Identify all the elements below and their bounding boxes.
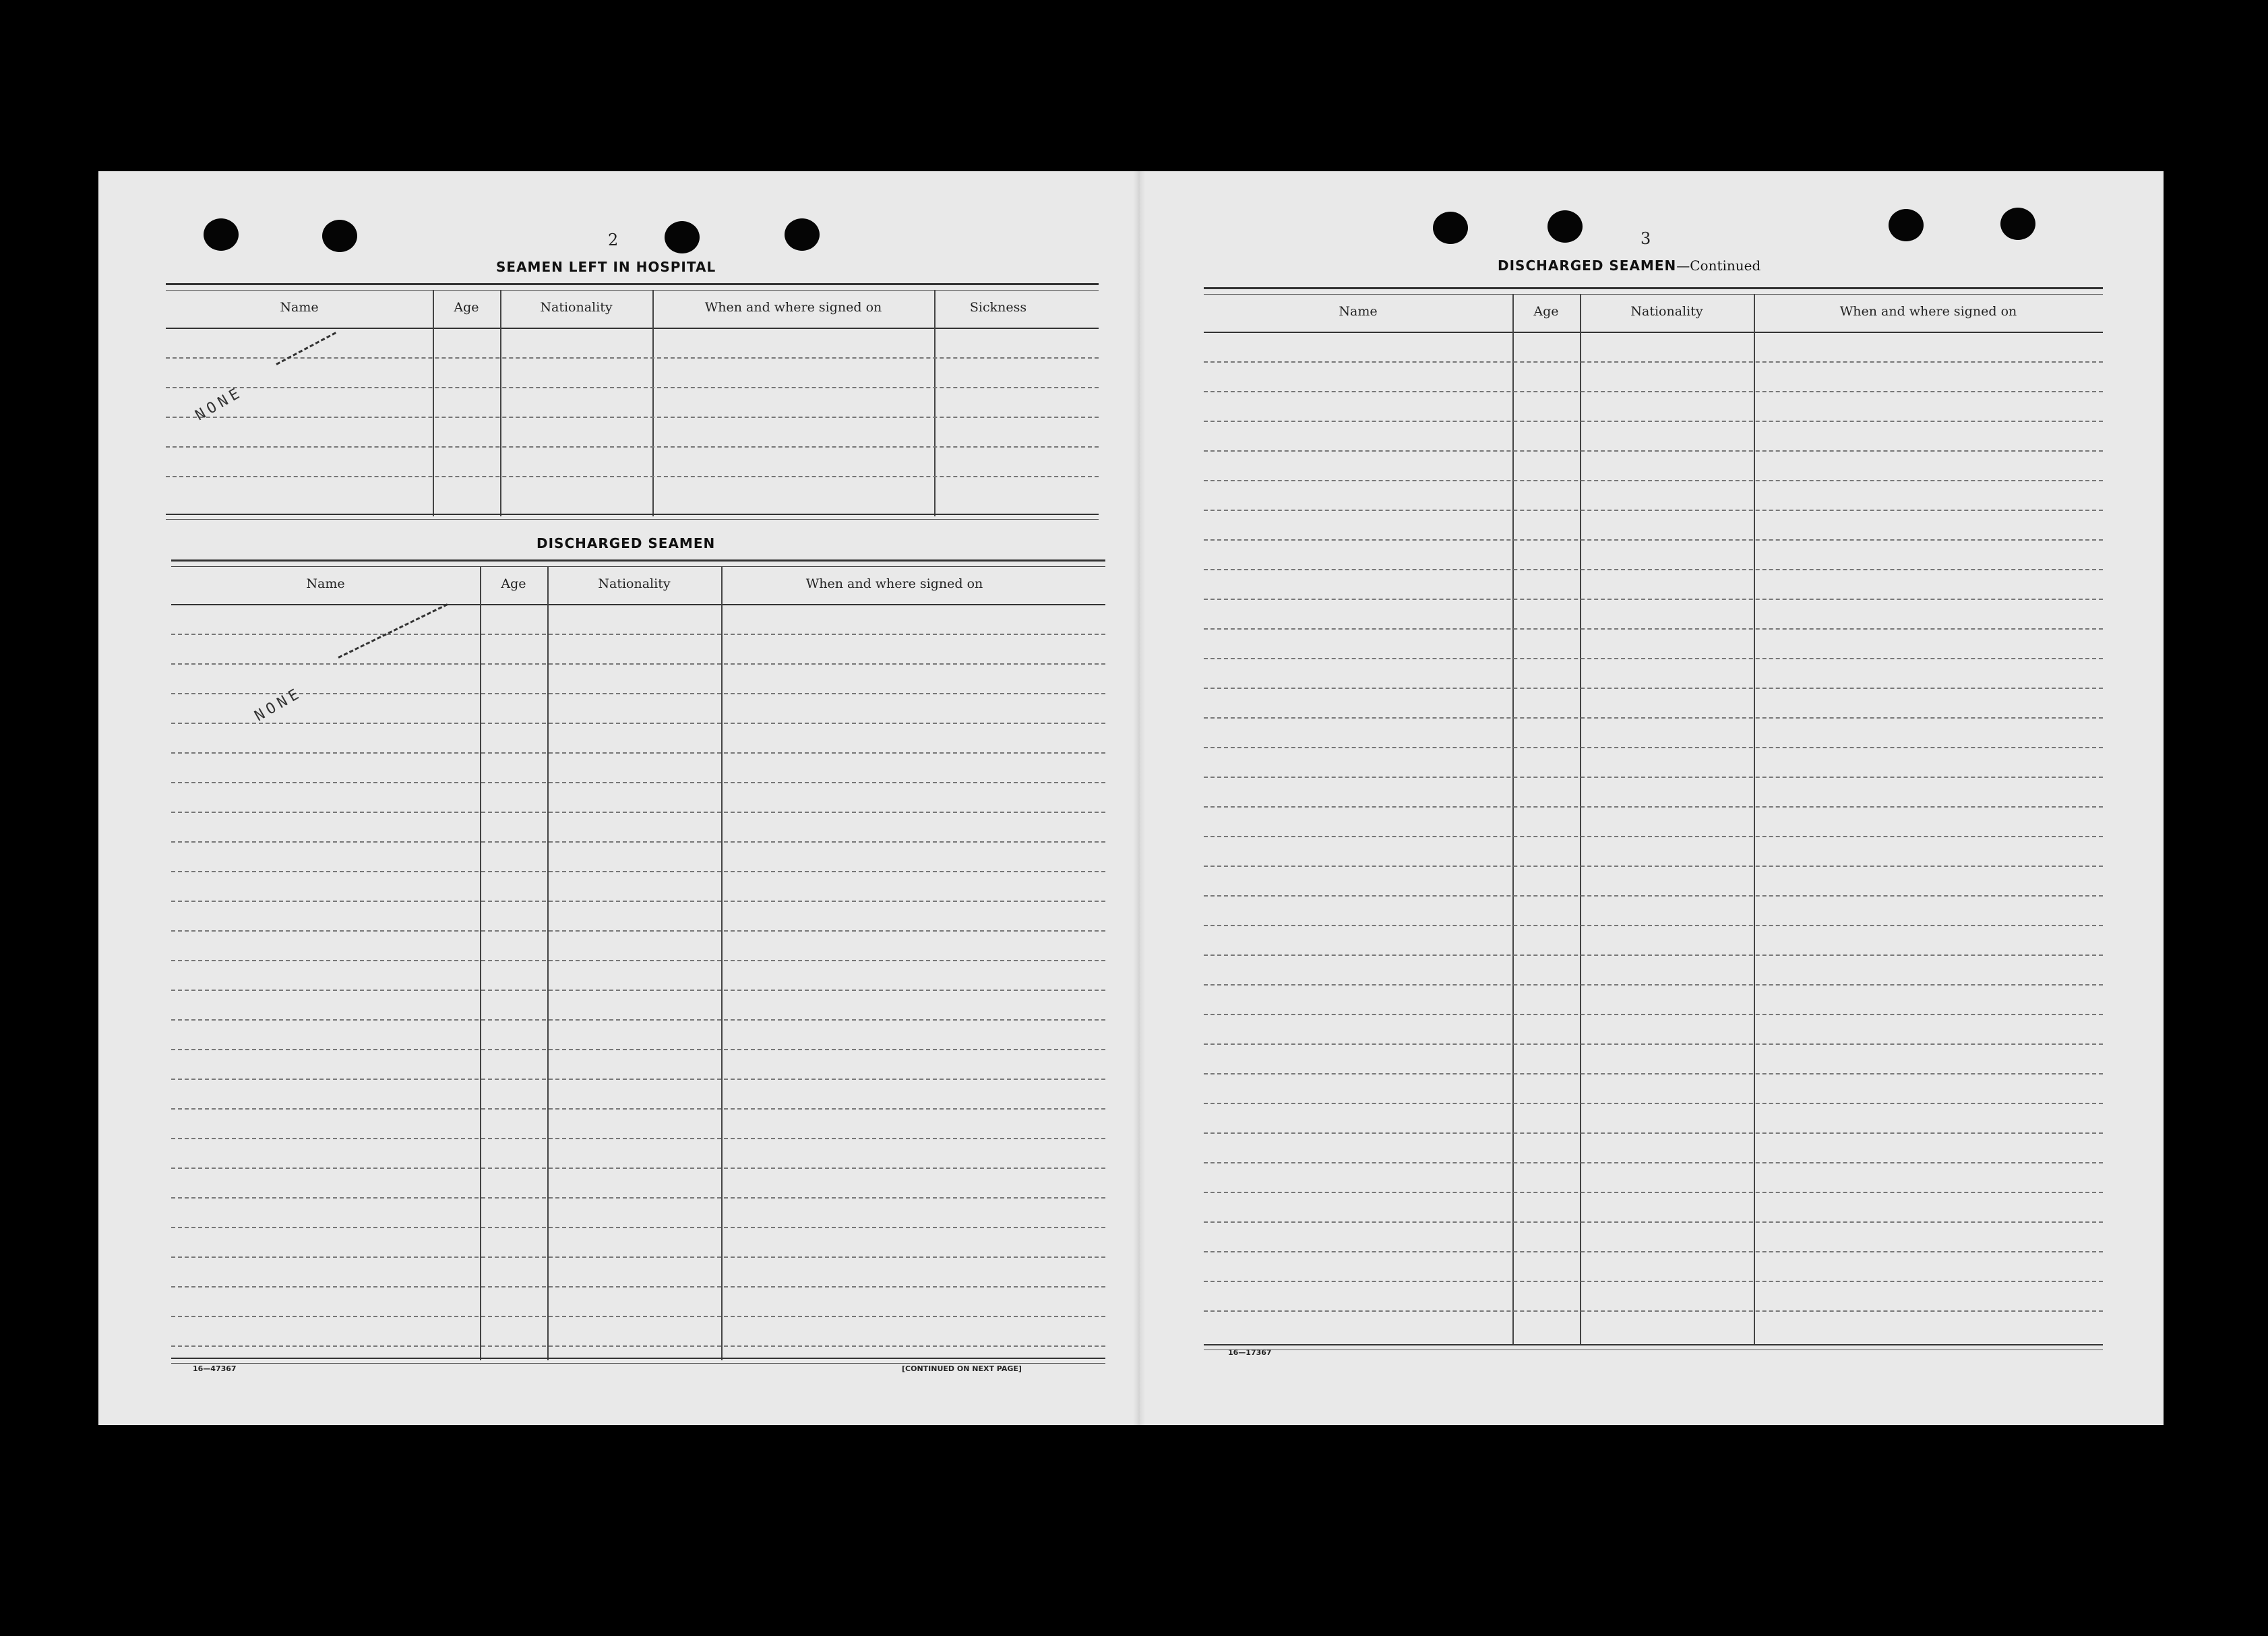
table-row-line xyxy=(171,1316,1105,1317)
hospital-table xyxy=(166,283,1099,524)
table-row-line xyxy=(171,723,1105,724)
table-row-line xyxy=(1204,480,2103,481)
table-row-line xyxy=(1204,1043,2103,1045)
table-row-line xyxy=(171,782,1105,783)
table-row-line xyxy=(1204,1251,2103,1252)
table-row-line xyxy=(1204,569,2103,570)
table-row-line xyxy=(1204,1281,2103,1282)
table-header xyxy=(166,290,1099,329)
table-row-line xyxy=(1204,895,2103,897)
table-row-line xyxy=(1204,836,2103,837)
table-row-line xyxy=(171,1079,1105,1080)
table-row-line xyxy=(171,693,1105,694)
table-row-line xyxy=(1204,1073,2103,1074)
column-divider xyxy=(652,290,654,516)
table-row-line xyxy=(166,387,1099,388)
none-stamp: NONE xyxy=(192,384,246,425)
column-header-name: Name xyxy=(306,576,345,591)
table-row-line xyxy=(1204,1162,2103,1163)
column-divider xyxy=(1580,294,1581,1345)
table-row-line xyxy=(171,1286,1105,1287)
column-divider xyxy=(1754,294,1755,1345)
punch-hole xyxy=(1433,212,1468,244)
column-divider xyxy=(547,566,549,1360)
punch-hole xyxy=(322,220,357,252)
table-row-line xyxy=(1204,1014,2103,1015)
table-row-line xyxy=(1204,361,2103,363)
column-divider xyxy=(1512,294,1514,1345)
table-row-line xyxy=(1204,984,2103,986)
punch-hole xyxy=(1889,209,1924,241)
table-row-line xyxy=(171,812,1105,813)
table-row-line xyxy=(171,871,1105,872)
column-header-nationality: Nationality xyxy=(1630,304,1703,319)
table-row-line xyxy=(171,1019,1105,1021)
table-row-line xyxy=(166,476,1099,477)
column-divider xyxy=(433,290,434,516)
table-row-line xyxy=(1204,1310,2103,1312)
column-divider xyxy=(934,290,936,516)
column-divider xyxy=(480,566,481,1360)
table-row-line xyxy=(1204,925,2103,926)
table-row-line xyxy=(166,446,1099,448)
table-row-line xyxy=(1204,1221,2103,1223)
table-row-line xyxy=(1204,1192,2103,1193)
table-bottom-rule xyxy=(1204,1344,2103,1350)
discharged-table-left xyxy=(171,559,1105,1368)
column-header-age: Age xyxy=(1533,304,1559,319)
table-row-line xyxy=(1204,747,2103,748)
column-header-nationality: Nationality xyxy=(598,576,671,591)
column-divider xyxy=(500,290,501,516)
document-sheet xyxy=(98,171,2164,1425)
table-row-line xyxy=(171,634,1105,635)
table-row-line xyxy=(171,960,1105,961)
punch-hole xyxy=(204,218,239,251)
table-row-line xyxy=(171,1227,1105,1228)
table-row-line xyxy=(171,901,1105,902)
table-row-line xyxy=(1204,450,2103,452)
punch-hole xyxy=(1547,210,1583,243)
table-row-line xyxy=(171,1108,1105,1110)
discharged-continued-title xyxy=(1498,257,1760,274)
table-row-line xyxy=(1204,421,2103,422)
form-number-right: 16—17367 xyxy=(1228,1348,1272,1357)
table-row-line xyxy=(1204,1103,2103,1104)
table-row-line xyxy=(171,1049,1105,1050)
table-row-line xyxy=(171,841,1105,843)
table-row-line xyxy=(1204,391,2103,392)
table-header xyxy=(171,566,1105,605)
table-row-line xyxy=(171,663,1105,665)
table-row-line xyxy=(1204,510,2103,511)
column-header-signed-on: When and where signed on xyxy=(805,576,983,591)
table-row-line xyxy=(1204,806,2103,808)
punch-hole xyxy=(2000,208,2035,240)
table-row-line xyxy=(171,1345,1105,1347)
table-row-line xyxy=(1204,539,2103,541)
column-header-name: Name xyxy=(1339,304,1378,319)
table-row-line xyxy=(166,357,1099,359)
section-title-continued: —Continued xyxy=(1676,257,1761,274)
column-header-nationality: Nationality xyxy=(540,300,613,315)
table-row-line xyxy=(1204,688,2103,689)
punch-hole xyxy=(785,218,820,251)
page-number-right: 3 xyxy=(1641,229,1651,248)
column-divider xyxy=(721,566,723,1360)
table-row-line xyxy=(1204,777,2103,778)
discharged-table-right xyxy=(1204,287,2103,1386)
discharged-section-title: DISCHARGED SEAMEN xyxy=(537,535,716,551)
table-row-line xyxy=(166,417,1099,418)
table-row-line xyxy=(1204,717,2103,719)
form-number-left: 16—47367 xyxy=(193,1364,237,1373)
column-header-age: Age xyxy=(454,300,479,315)
table-row-line xyxy=(171,1197,1105,1199)
column-header-name: Name xyxy=(280,300,319,315)
column-header-signed-on: When and where signed on xyxy=(1839,304,2017,319)
table-row-line xyxy=(1204,955,2103,956)
page-fold xyxy=(1133,171,1145,1425)
table-row-line xyxy=(1204,658,2103,659)
table-row-line xyxy=(171,930,1105,932)
table-row-line xyxy=(1204,628,2103,630)
punch-hole xyxy=(665,221,700,253)
column-header-age: Age xyxy=(501,576,526,591)
section-title-main: DISCHARGED SEAMEN xyxy=(1498,257,1677,274)
table-row-line xyxy=(171,1138,1105,1139)
table-row-line xyxy=(171,1168,1105,1169)
none-stamp: NONE xyxy=(251,684,305,725)
table-row-line xyxy=(1204,599,2103,600)
hospital-section-title: SEAMEN LEFT IN HOSPITAL xyxy=(496,259,716,275)
page-number-left: 2 xyxy=(608,231,619,249)
table-bottom-rule xyxy=(171,1358,1105,1364)
table-row-line xyxy=(1204,866,2103,867)
table-row-line xyxy=(171,752,1105,754)
table-row-line xyxy=(171,990,1105,991)
table-bottom-rule xyxy=(166,514,1099,520)
column-header-sickness: Sickness xyxy=(969,300,1027,315)
table-row-line xyxy=(171,1256,1105,1258)
table-header xyxy=(1204,294,2103,333)
continued-note: [CONTINUED ON NEXT PAGE] xyxy=(902,1364,1022,1373)
column-header-signed-on: When and where signed on xyxy=(704,300,882,315)
table-row-line xyxy=(1204,1132,2103,1134)
